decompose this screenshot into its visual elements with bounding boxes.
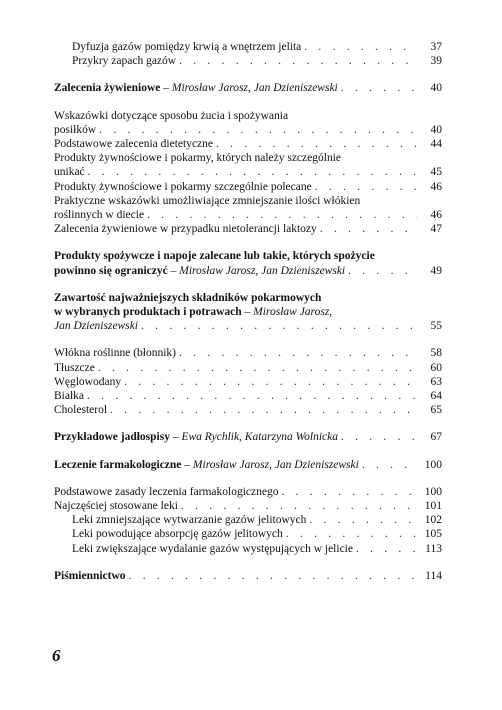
toc-entry: [54, 403, 442, 417]
toc-entry-title: Włókna roślinne (błonnik): [54, 347, 177, 360]
chapter-authors: – Mirosław Jarosz,: [241, 306, 333, 319]
toc-entry: [54, 513, 442, 527]
toc-entry-page: 63: [430, 375, 442, 388]
toc-entry: [54, 346, 442, 360]
toc-entry: [54, 222, 442, 236]
toc-entry-page: 105: [424, 528, 442, 541]
toc-entry: [54, 499, 442, 513]
toc-chapter-heading: [54, 569, 442, 583]
toc-entry-page: 113: [425, 542, 442, 555]
toc-entry-title: Zalecenia żywieniowe w przypadku nietolerancji laktozy: [54, 223, 317, 236]
toc-chapter-heading: [54, 81, 442, 95]
toc-entry-page: 114: [425, 569, 442, 582]
toc-entry-title: Produkty żywnościowe i pokarmy, których należy szczególnie: [54, 152, 341, 165]
toc-entry-page: 55: [430, 320, 442, 333]
table-of-contents: Dyfuzja gazów pomiędzy krwią a wnętrzem jelita . . . 37 Przykry zapach gazów . . . 39 Zalecenia żywieniowe – Mirosław Jarosz, Jan Dzieniszewski . . . 40 Wskazówki dotyczące sposobu żucia i spożywania posiłków . . . 40 Podstawowe zalecenia dietetyczne . . . 44 Produkty żywnościowe i pokarmy, których należy szczególnie unikać . . . 45 Produkty żywnościowe i pokarmy szczególnie polecane . . . 46 Praktyczne wskazówki umożliwiające zmniejszanie ilości włókien roślinnych w diecie . . . 46 Zalecenia żywieniowe w przypadku nietolerancji laktozy . . . 47 Produkty spożywcze i napoje zalecane lub takie, których spożycie powinno się ograniczyć – Mirosław Jarosz, Jan Dzieniszewski . . . 49 Zawartość najważniejszych składników pokarmowych w wybranych produktach i potrawach – Mirosław Jarosz, Jan Dzieniszewski . . . 55 Włókna roślinne (błonnik) . . . 58 Tłuszcze . . . 60 Węglowodany . . . 63 Białka . . . 64 Cholesterol . . . 65 Przykładowe jadłospisy – Ewa Rychlik, Katarzyna Wolnicka . . . 67 Leczenie farmakologiczne – Mirosław Jarosz, Jan Dzieniszewski . . . 100 Podstawowe zasady leczenia farmakologicznego . . . 100 Najczęściej stosowane leki . . . 101 Leki zmniejszające wytwarzanie gazów jelitowych . . . 102 Leki powodujące absorpcję gazów jelitowych . . . 105 Leki zwiększające wydalanie gazów występujących w jelicie . . . 113 Piśmiennictwo . . . 114: [54, 40, 442, 583]
toc-entry: [54, 361, 442, 375]
chapter-title: Piśmiennictwo: [54, 569, 126, 582]
toc-entry: [54, 137, 442, 151]
toc-entry: [54, 527, 442, 541]
toc-entry-title: Praktyczne wskazówki umożliwiające zmniejszanie ilości włókien: [54, 194, 361, 207]
toc-entry-page: 46: [430, 209, 442, 222]
toc-entry-page: 65: [430, 404, 442, 417]
toc-entry: [54, 40, 442, 54]
toc-entry-page: 60: [430, 361, 442, 374]
chapter-authors: – Mirosław Jarosz, Jan Dzieniszewski: [160, 82, 338, 95]
toc-entry: [54, 542, 442, 556]
toc-entry-page: 45: [430, 166, 442, 179]
toc-entry-title: Przykry zapach gazów: [72, 55, 177, 68]
chapter-authors: – Mirosław Jarosz, Jan Dzieniszewski: [181, 458, 359, 471]
toc-entry-title: Podstawowe zasady leczenia farmakologicznego: [54, 485, 279, 498]
page-number: 6: [52, 646, 61, 665]
toc-entry-title: Tłuszcze: [54, 361, 95, 374]
toc-entry: roślinnych w diecie . . . 46: [54, 208, 442, 222]
toc-entry-page: 100: [424, 458, 442, 471]
toc-entry: unikać . . . 45: [54, 165, 442, 179]
chapter-title: Produkty spożywcze i napoje zalecane lub takie, których spożycie: [54, 250, 375, 263]
toc-entry-title: Leki powodujące absorpcję gazów jelitowych: [72, 528, 283, 541]
toc-entry-page: 39: [430, 55, 442, 68]
toc-entry-title: Leki zwiększające wydalanie gazów występujących w jelicie: [72, 542, 353, 555]
chapter-title: Zawartość najważniejszych składników pokarmowych: [54, 291, 322, 304]
toc-entry-page: 40: [430, 123, 442, 136]
toc-chapter-heading: [54, 319, 442, 333]
chapter-authors: Jan Dzieniszewski: [54, 320, 139, 333]
toc-entry: [54, 180, 442, 194]
toc-entry-page: 40: [430, 82, 442, 95]
toc-entry-title: Najczęściej stosowane leki: [54, 500, 178, 513]
toc-entry: [54, 54, 442, 68]
toc-entry-page: 100: [424, 485, 442, 498]
chapter-title: Przykładowe jadłospisy: [54, 431, 170, 444]
toc-entry: [54, 485, 442, 499]
toc-entry-page: 102: [424, 514, 442, 527]
toc-entry-title: Dyfuzja gazów pomiędzy krwią a wnętrzem jelita: [72, 41, 302, 53]
chapter-title: Leczenie farmakologiczne: [54, 458, 182, 471]
chapter-authors: – Ewa Rychlik, Katarzyna Wolnicka: [169, 431, 338, 444]
toc-entry-title: Produkty żywnościowe i pokarmy szczególnie polecane: [54, 180, 312, 193]
toc-entry: posiłków . . . 40: [54, 123, 442, 137]
toc-entry: [54, 375, 442, 389]
toc-entry-page: 46: [430, 180, 442, 193]
toc-entry-title: Cholesterol: [54, 404, 108, 417]
toc-entry-page: 58: [430, 347, 442, 360]
toc-chapter-heading: [54, 430, 442, 444]
toc-entry: [54, 389, 442, 403]
toc-entry-page: 49: [430, 264, 442, 277]
toc-entry-title: Leki zmniejszające wytwarzanie gazów jelitowych: [72, 514, 307, 527]
toc-entry-page: 64: [430, 390, 442, 403]
toc-entry-page: 67: [430, 431, 442, 444]
chapter-title: Zalecenia żywieniowe: [54, 82, 161, 95]
chapter-authors: – Mirosław Jarosz, Jan Dzieniszewski: [167, 264, 346, 277]
toc-chapter-heading: powinno się ograniczyć – Mirosław Jarosz, Jan Dzieniszewski . . . 49: [54, 264, 442, 278]
toc-entry-title: Wskazówki dotyczące sposobu żucia i spożywania: [54, 109, 289, 122]
toc-entry-page: 101: [424, 500, 442, 513]
toc-entry-page: 47: [430, 223, 442, 236]
toc-chapter-heading: [54, 458, 442, 472]
toc-entry-page: 37: [430, 41, 442, 53]
toc-entry-title: Podstawowe zalecenia dietetyczne: [54, 138, 214, 151]
toc-entry-title: Białka: [54, 390, 85, 403]
toc-entry-page: 44: [430, 138, 442, 151]
toc-entry-title: Węglowodany: [54, 375, 122, 388]
